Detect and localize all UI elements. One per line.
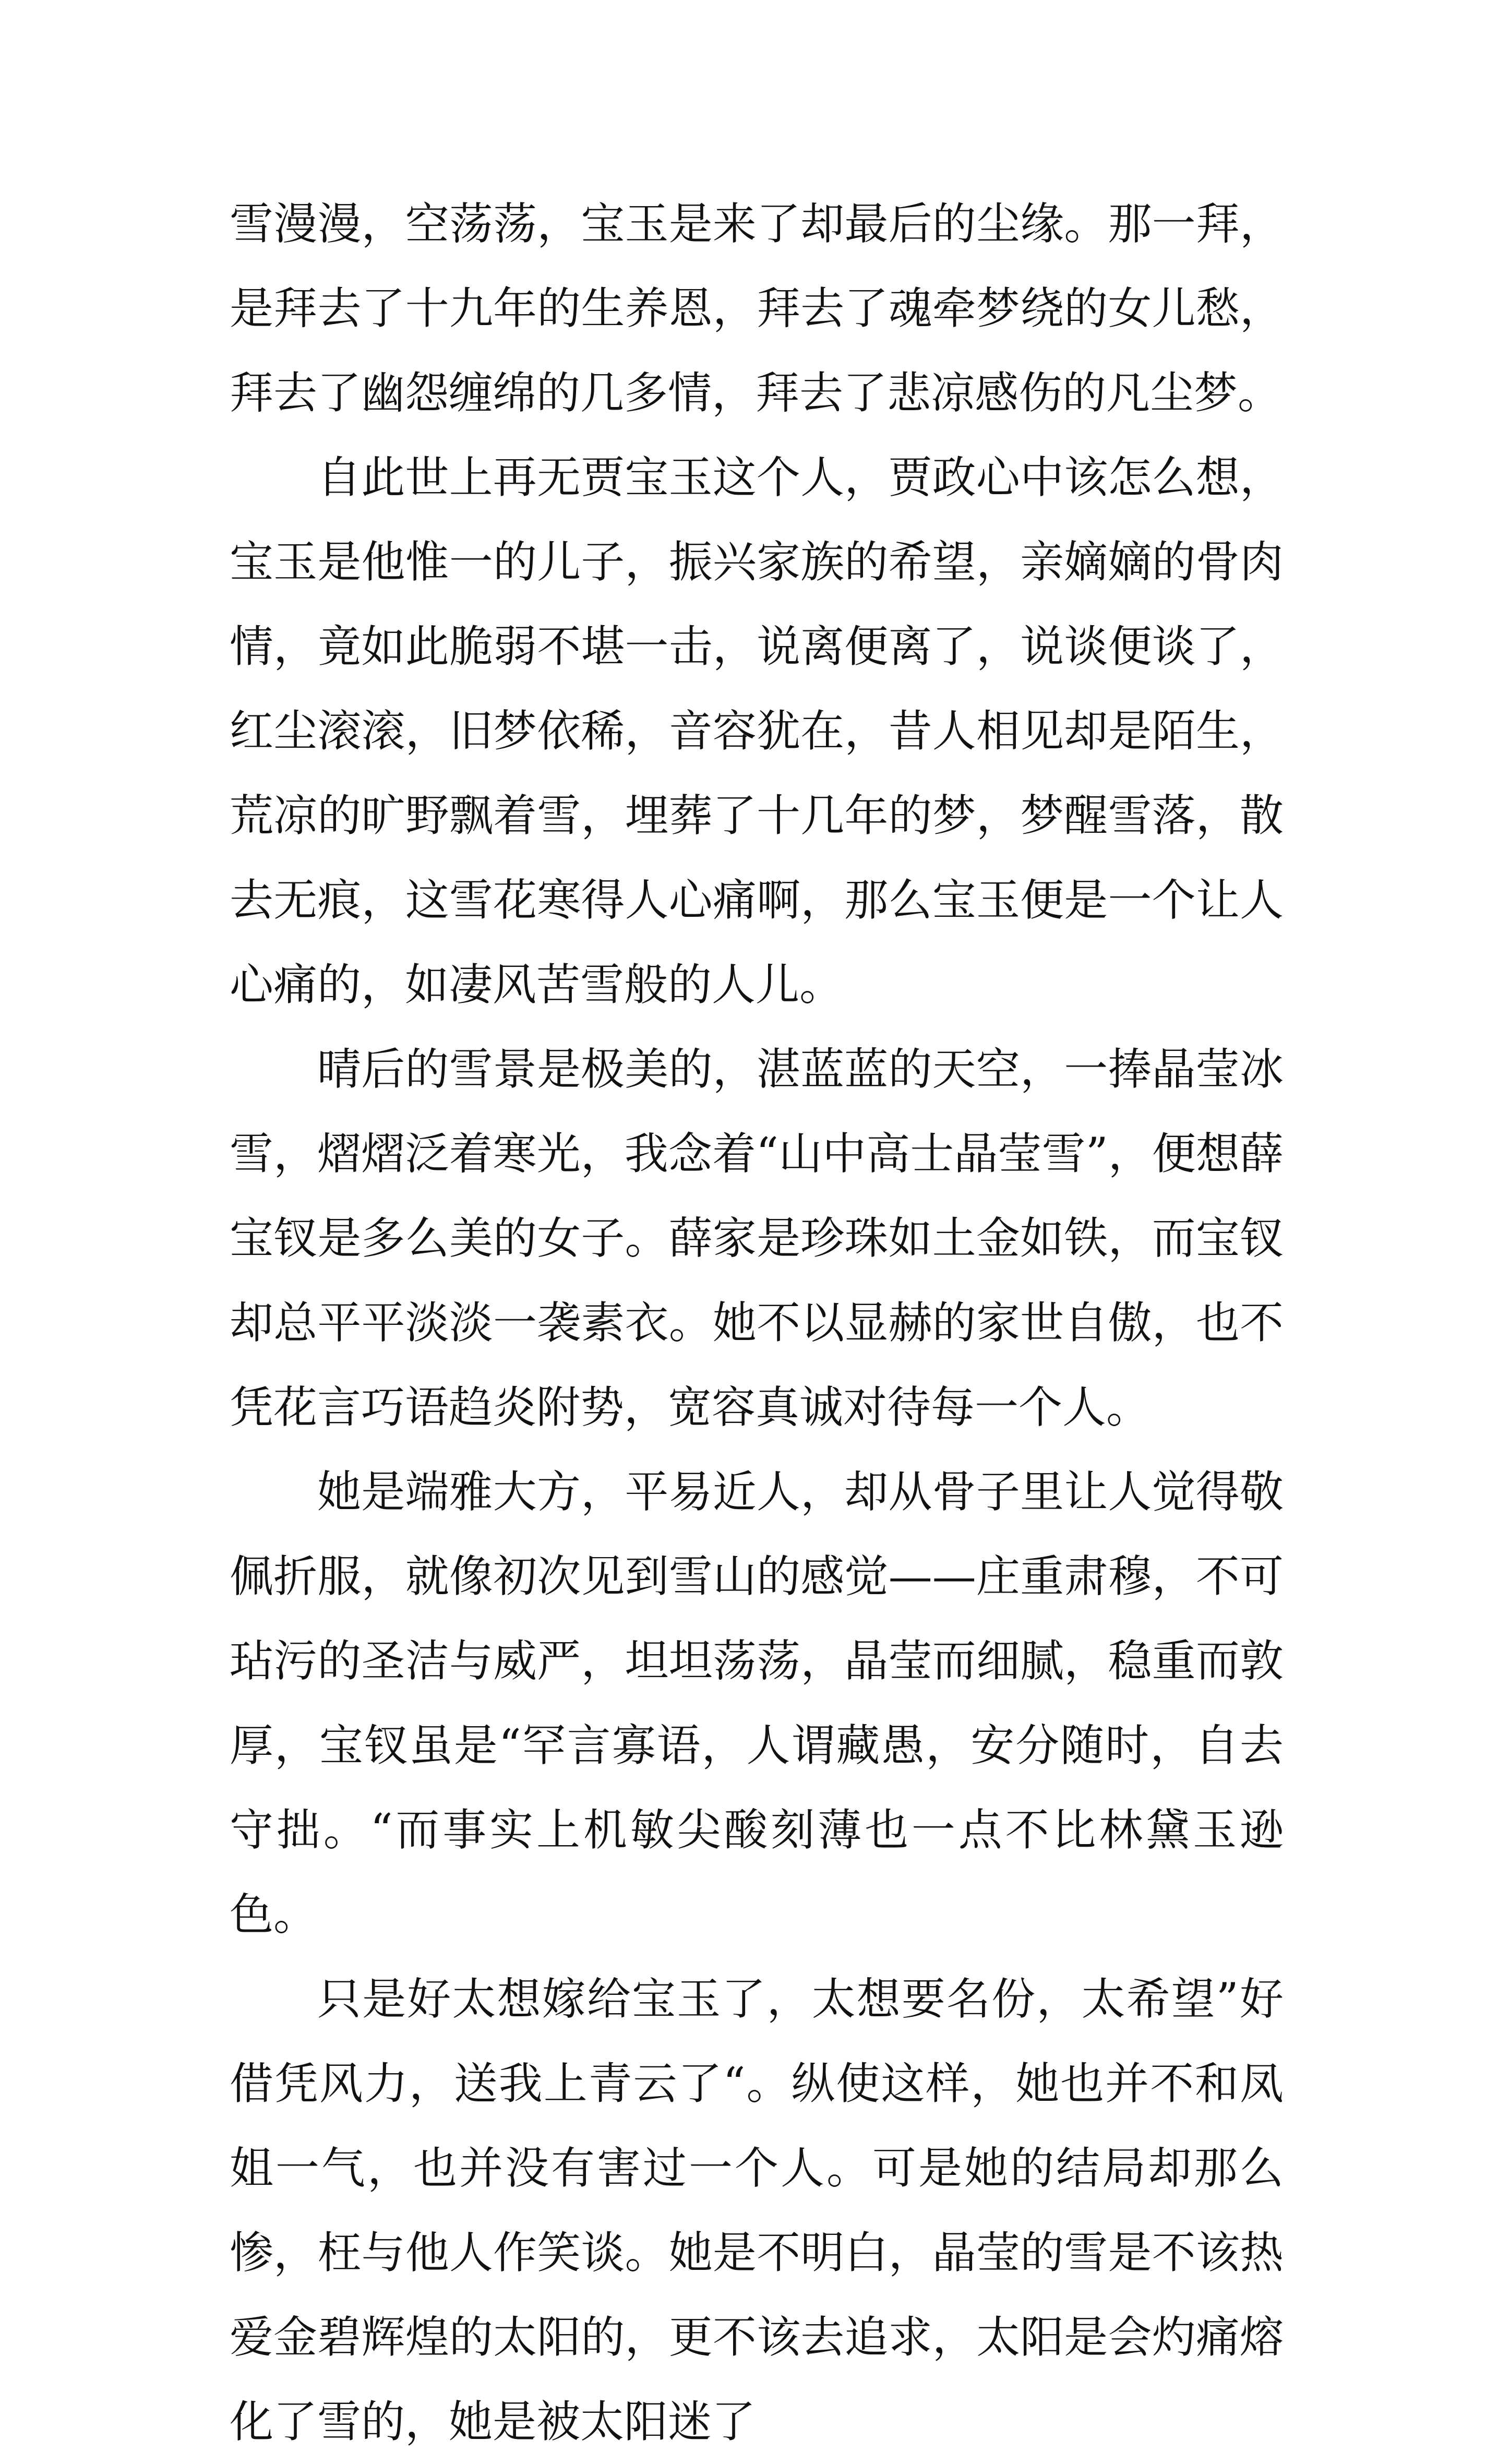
paragraph-4: 她是端雅大方，平易近人，却从骨子里让人觉得敬佩折服，就像初次见到雪山的感觉——庄重肃穆，不可玷污的圣洁与威严，坦坦荡荡，晶莹而细腻，稳重而敦厚，宝钗虽是“罕言寡语，人谓藏愚，安分随时，自去守拙。“而事实上机敏尖酸刻薄也一点不比林黛玉逊色。	[230, 1466, 1284, 1940]
paragraph-3: 晴后的雪景是极美的，湛蓝蓝的天空，一捧晶莹冰雪，熠熠泛着寒光，我念着“山中高士晶莹雪”，便想薛宝钗是多么美的女子。薛家是珍珠如土金如铁，而宝钗却总平平淡淡一袭素衣。她不以显赫的家世自傲，也不凭花言巧语趋炎附势，宽容真诚对待每一个人。	[230, 1044, 1284, 1433]
document-body	[230, 182, 1284, 2464]
paragraph-1: 雪漫漫，空荡荡，宝玉是来了却最后的尘缘。那一拜，是拜去了十九年的生养恩，拜去了魂牵梦绕的女儿愁，拜去了幽怨缠绵的几多情，拜去了悲凉感伤的凡尘梦。	[230, 198, 1284, 418]
paragraph-2: 自此世上再无贾宝玉这个人，贾政心中该怎么想，宝玉是他惟一的儿子，振兴家族的希望，亲嫡嫡的骨肉情，竟如此脆弱不堪一击，说离便离了，说谈便谈了，红尘滚滚，旧梦依稀，音容犹在，昔人相见却是陌生，荒凉的旷野飘着雪，埋葬了十几年的梦，梦醒雪落，散去无痕，这雪花寒得人心痛啊，那么宝玉便是一个让人心痛的，如凄风苦雪般的人儿。	[230, 452, 1284, 1010]
paragraph-5: 只是好太想嫁给宝玉了，太想要名份，太希望”好借凭风力，送我上青云了“。纵使这样，她也并不和凤姐一气，也并没有害过一个人。可是她的结局却那么惨，枉与他人作笑谈。她是不明白，晶莹的雪是不该热爱金碧辉煌的太阳的，更不该去追求，太阳是会灼痛熔化了雪的，她是被太阳迷了	[230, 1973, 1284, 2447]
